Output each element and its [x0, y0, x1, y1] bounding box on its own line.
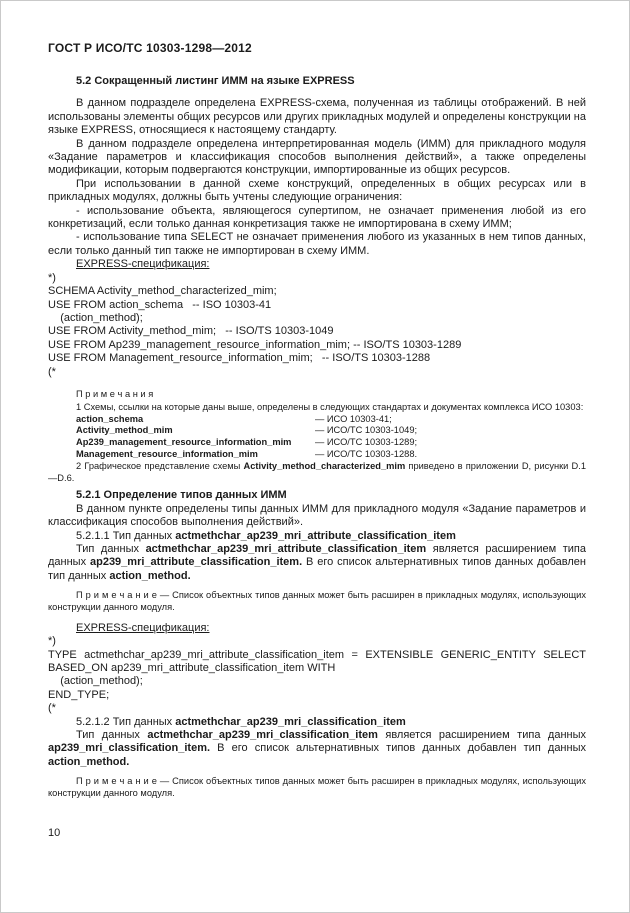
page-content [48, 41, 586, 808]
section-5-2-1-heading: 5.2.1 Определение типов данных ИММ [76, 489, 287, 502]
text-run: Activity_method_characterized_mim [243, 460, 406, 471]
text-run: ap239_mri_attribute_classification_item. [89, 556, 303, 569]
text-run: actmethchar_ap239_mri_classification_item [175, 715, 406, 728]
text-run: actmethchar_ap239_mri_attribute_classification_item [175, 529, 456, 542]
schema-ref-name: Ap239_management_resource_information_mim [76, 437, 292, 448]
code-line: (* [48, 365, 56, 378]
paragraph: При использовании в данной схеме конструкций, определенных в общих ресурсах или в прикладных модулях, должны быть учтены следующие ограничения: [48, 177, 586, 204]
text-run: является расширением типа данных [377, 729, 586, 741]
schema-ref-list [48, 414, 586, 461]
text-run: Тип данных [76, 542, 146, 555]
schema-ref-value: — ИСО/ТС 10303-1049; [315, 425, 418, 436]
schema-ref-row [48, 437, 586, 449]
section-5-2-1-1-heading [48, 530, 586, 543]
text-run: action_method. [109, 569, 191, 582]
notes-title: П р и м е ч а н и я [76, 388, 154, 399]
code-line: (action_method); [48, 311, 143, 324]
express-spec-label [48, 622, 586, 635]
paragraph [48, 543, 586, 583]
note-paragraph: П р и м е ч а н и е — Список объектных типов данных может быть расширен в прикладных модулях, использующих конструкции данного модуля. [48, 590, 586, 612]
schema-ref-value: — ИСО/ТС 10303-1289; [315, 437, 418, 448]
express-code-block [48, 272, 586, 379]
note-paragraph [48, 461, 586, 485]
schema-ref-value: — ИСО/ТС 10303-1288. [315, 448, 418, 459]
text-run: actmethchar_ap239_mri_classification_item [147, 729, 378, 741]
text-run: приведено в приложении D, рисунки D.1—D.6. [48, 460, 586, 483]
code-line: USE FROM Activity_method_mim; -- ISO/TS 10303-1049 [48, 325, 334, 338]
section-5-2-heading: 5.2 Сокращенный листинг ИММ на языке EXPRESS [76, 75, 355, 87]
code-line: USE FROM Management_resource_information_mim; -- ISO/TS 10303-1288 [48, 352, 431, 365]
paragraph: В данном пункте определены типы данных ИММ для прикладного модуля «Задание параметров и классификация способов выполнения действий». [48, 502, 586, 529]
express-spec-label-text: EXPRESS-спецификация: [76, 621, 210, 634]
notes-block [48, 389, 586, 484]
text-run: 5.2.1.1 Тип данных [76, 529, 176, 542]
note-paragraph: П р и м е ч а н и е — Список объектных типов данных может быть расширен в прикладных модулях, использующих конструкции данного модуля. [48, 776, 586, 799]
paragraph [48, 729, 586, 769]
code-line: (* [48, 702, 56, 715]
code-line: (action_method); [48, 675, 143, 688]
schema-ref-row [48, 414, 586, 426]
text-run: ap239_mri_classification_item. [48, 742, 211, 755]
code-line: SCHEMA Activity_method_characterized_mim; [48, 285, 277, 298]
text-run: В его список альтернативных типов данных добавлен тип данных [48, 556, 586, 582]
restriction-item: - использование объекта, являющегося супертипом, не означает применения любой из его конкретизаций, если только данная конкретизация также не импортирована в схему ИММ; [48, 204, 586, 231]
text-run: action_method. [48, 755, 130, 768]
code-line: *) [48, 271, 56, 284]
code-line: END_TYPE; [48, 688, 110, 701]
text-run: 5.2.1.2 Тип данных [76, 715, 176, 728]
code-line: TYPE actmethchar_ap239_mri_attribute_classification_item = EXTENSIBLE GENERIC_ENTITY SELECT [48, 648, 586, 661]
text-run: В его список альтернативных типов данных добавлен тип данных [210, 742, 586, 755]
text-run: 2 Графическое представление схемы [76, 460, 244, 471]
express-code-block [48, 635, 586, 715]
section-5-2-1-2-heading [48, 716, 586, 729]
paragraph: В данном подразделе определена EXPRESS-схема, полученная из таблицы отображений. В ней использованы элементы общих ресурсов или других прикладных модулей и определены конструкции на языке EXPRESS, относящиеся к настоящему стандарту. [48, 97, 586, 137]
schema-ref-row [48, 425, 586, 437]
express-spec-label-text: EXPRESS-спецификация: [76, 258, 210, 271]
document-header: ГОСТ Р ИСО/ТС 10303-1298—2012 [48, 41, 252, 55]
schema-ref-name: Management_resource_information_mim [76, 448, 258, 459]
schema-ref-value: — ИСО 10303-41; [315, 413, 392, 424]
text-run: Тип данных [76, 729, 148, 741]
text-run: является расширением типа данных [48, 542, 587, 569]
code-line: BASED_ON ap239_mri_attribute_classification_item WITH [48, 661, 336, 674]
schema-ref-name: Activity_method_mim [76, 425, 173, 436]
note-paragraph: 1 Схемы, ссылки на которые даны выше, определены в следующих стандартах и документах комплекса ИСО 10303: [76, 401, 584, 412]
code-line: USE FROM Ap239_management_resource_information_mim; -- ISO/TS 10303-1289 [48, 338, 462, 351]
paragraph: В данном подразделе определена интерпретированная модель (ИММ) для прикладного модуля «Задание параметров и классификация способов выполнения действий», а также определены модификации, которым подвергаются конструкции, импортированные из общих ресурсов. [48, 137, 586, 177]
text-run: actmethchar_ap239_mri_attribute_classification_item [145, 542, 427, 555]
code-line: USE FROM action_schema -- ISO 10303-41 [48, 298, 272, 311]
restriction-item: - использование типа SELECT не означает применения любого из указанных в нем типов данных, если только данный тип также не импортирован в схему ИММ. [48, 231, 586, 257]
schema-ref-name: action_schema [76, 413, 144, 424]
schema-ref-row [48, 449, 586, 461]
page-number: 10 [48, 827, 61, 839]
code-line: *) [48, 635, 56, 648]
express-spec-label [48, 258, 586, 271]
